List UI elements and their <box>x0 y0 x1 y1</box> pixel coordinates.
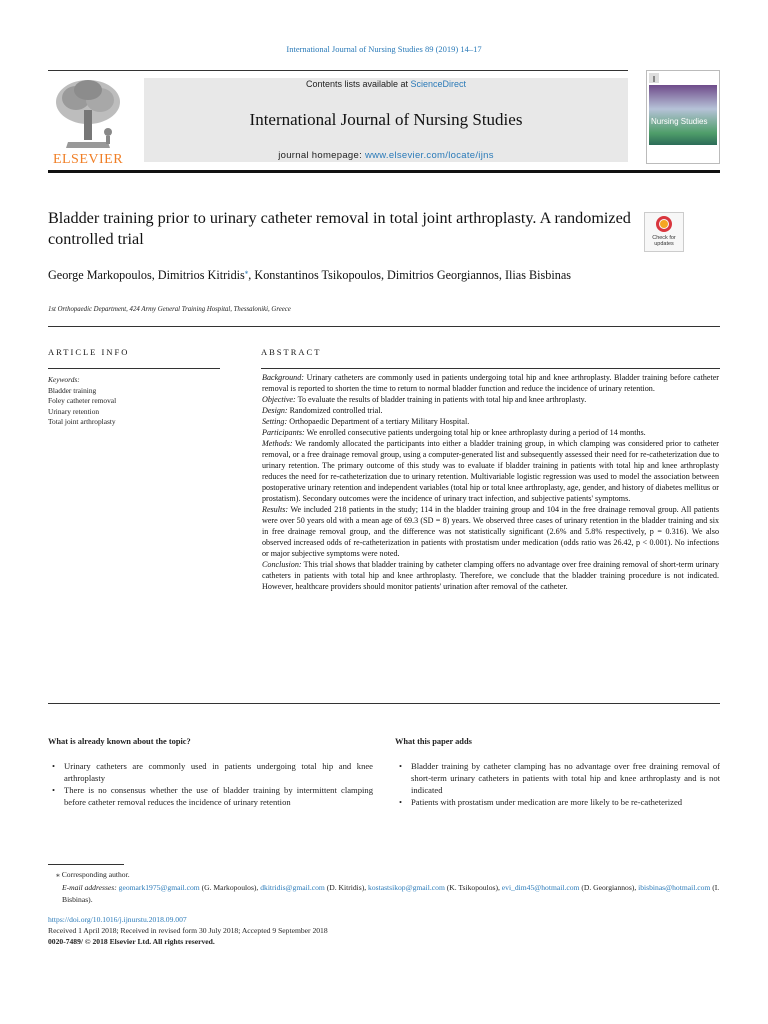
abstract-results <box>262 504 719 559</box>
email-link[interactable]: kostastsikop@gmail.com <box>368 882 445 892</box>
journal-header <box>48 70 720 172</box>
crossmark-line1: Check for <box>652 235 676 241</box>
section-divider <box>48 326 720 327</box>
copyright: 0020-7489/ © 2018 Elsevier Ltd. All rights reserved. <box>48 937 215 946</box>
journal-reference[interactable]: International Journal of Nursing Studies 89 (2019) 14–17 <box>286 44 482 54</box>
adds-heading: What this paper adds <box>395 737 472 746</box>
abstract-text: We included 218 patients in the study; 114 in the bladder training group and 104 in the free drainage removal group. All patients were over 50 years old with a mean age of 69.3 (SD = 8) years. We observed three cases of urinary retention in the bladder training and six in free drainage removal group, and the difference was not statistically significant (2.6% and 5.8% respectively, p = 0.316). We also observed increased odds of re-catheterization in patients with prostatism under medication (odds ratio was 26.42, p < 0.001). No infections or major subjective symptoms were noted. <box>262 505 719 558</box>
sciencedirect-link[interactable]: ScienceDirect <box>410 79 467 89</box>
footnotes <box>48 869 720 907</box>
email-link[interactable]: ibisbinas@hotmail.com <box>638 882 711 892</box>
crossmark-dot-icon <box>660 220 668 228</box>
crossmark-line2: updates <box>654 241 674 247</box>
keyword-item: Bladder training <box>48 385 97 395</box>
elsevier-logo[interactable] <box>48 76 128 168</box>
abstract-body <box>262 372 719 592</box>
cover-image <box>649 85 717 145</box>
email-link[interactable]: evi_dim45@hotmail.com <box>501 882 580 892</box>
abstract-label: Conclusion: <box>262 560 302 569</box>
adds-box <box>395 736 720 808</box>
abstract-text: Orthopaedic Department of a tertiary Military Hospital. <box>289 417 470 426</box>
abstract-label: Design: <box>262 406 288 415</box>
homepage-line <box>144 150 628 161</box>
keyword-item: Urinary retention <box>48 406 100 416</box>
contents-prefix: Contents lists available at <box>305 79 411 89</box>
crossmark-label <box>645 235 683 247</box>
list-item: • Urinary catheters are commonly used in patients undergoing total hip and knee arthroplasty <box>48 760 373 784</box>
abstract-setting <box>262 416 719 427</box>
list-item: • Bladder training by catheter clamping has no advantage over free draining removal of short-term urinary catheters in patients with total hip and knee arthroplasty and is not indicated <box>395 760 720 796</box>
abstract-background <box>262 372 719 394</box>
keywords-label: Keywords: <box>48 375 80 384</box>
article-meta <box>48 914 720 947</box>
keyword-item: Total joint arthroplasty <box>48 417 116 426</box>
homepage-prefix: journal homepage: <box>278 150 365 161</box>
abstract-text: We randomly allocated the participants into either a bladder training group, in which clamping was considered prior to catheter removal, or a free drainage removal group, using a computer-generated list and subsequently assessed their need for re-catheterization due to urinary retention. The primary outcome of this study was to evaluate if bladder training in patients with total hip and knee arthroplasty reduces the need for re-catheterization due to urinary retention. Multivariable logistic regression was used to model the association between postoperative urinary retention and independent variables (total hip or total knee arthroplasty, age, gender, and history of diabetes mellitus or prostatism). Secondary outcomes were the incidence of urinary tract infection, and subjective patients' symptoms. <box>262 439 719 503</box>
abstract-rule <box>261 368 720 369</box>
abstract-text: We enrolled consecutive patients undergoing total hip or knee arthroplasty during a period of 14 months. <box>306 428 646 437</box>
homepage-link[interactable]: www.elsevier.com/locate/ijns <box>364 150 494 161</box>
article-title: Bladder training prior to urinary catheter removal in total joint arthroplasty. A randomized controlled trial <box>48 209 631 248</box>
email-owner: (I. Bisbinas). <box>62 882 720 904</box>
check-for-updates-button[interactable] <box>644 212 684 252</box>
elsevier-wordmark: ELSEVIER <box>52 152 124 167</box>
abstract-conclusion <box>262 559 719 592</box>
email-link[interactable]: geomark1975@gmail.com <box>118 882 200 892</box>
abstract-design <box>262 405 719 416</box>
known-box <box>48 736 373 808</box>
abstract-label: Methods: <box>262 439 293 448</box>
email-addresses <box>48 882 720 907</box>
email-link[interactable]: dkitridis@gmail.com <box>260 882 325 892</box>
contents-line <box>144 78 628 89</box>
footnote-rule <box>48 864 124 865</box>
email-owner: (K. Tsikopoulos), <box>444 882 502 892</box>
abstract-label: Objective: <box>262 395 296 404</box>
email-owner: (D. Georgiannos), <box>579 882 639 892</box>
journal-banner <box>144 78 628 162</box>
section-divider <box>48 703 720 704</box>
authors-part2: , Konstantinos Tsikopoulos, Dimitrios Georgiannos, Ilias Bisbinas <box>248 268 571 283</box>
affiliation: 1st Orthopaedic Department, 424 Army General Training Hospital, Thessaloniki, Greece <box>48 306 291 313</box>
email-owner: (D. Kitridis), <box>324 882 369 892</box>
header-top-rule <box>48 70 628 71</box>
abstract-text: To evaluate the results of bladder training in patients with total hip and knee arthroplasty. <box>297 395 587 404</box>
list-item: • Patients with prostatism under medication are more likely to be re-catheterized <box>395 796 720 808</box>
abstract-text: Randomized controlled trial. <box>289 406 383 415</box>
author-list <box>48 264 648 285</box>
authors-part1: George Markopoulos, Dimitrios Kitridis <box>48 268 245 283</box>
abstract-label: Participants: <box>262 428 305 437</box>
email-label: E-mail addresses: <box>62 882 117 892</box>
abstract-objective <box>262 394 719 405</box>
keywords-block <box>48 375 220 428</box>
keyword-item: Foley catheter removal <box>48 396 117 405</box>
header-bottom-rule <box>48 170 720 173</box>
abstract-text: This trial shows that bladder training by catheter clamping offers no advantage over free draining removal of short-term urinary catheters in patients with total hip and knee arthroplasty. Therefore, we conclude that the bladder training procedure is not indicated. However, healthcare providers should monitor patients' urination after removal of the catheter. <box>262 560 719 591</box>
journal-title: International Journal of Nursing Studies <box>249 110 523 129</box>
elsevier-mini-icon <box>649 73 659 83</box>
article-info-rule <box>48 368 220 369</box>
cover-label: Nursing Studies <box>651 117 708 126</box>
received-dates: Received 1 April 2018; Received in revised form 30 July 2018; Accepted 9 September 2018 <box>48 926 328 935</box>
journal-cover-thumbnail[interactable] <box>646 70 720 164</box>
tree-icon <box>48 76 128 150</box>
doi-link[interactable]: https://doi.org/10.1016/j.ijnurstu.2018.09.007 <box>48 915 187 924</box>
list-item: • There is no consensus whether the use of bladder training by intermittent clamping before catheter removal reduces the incidence of urinary retention <box>48 784 373 808</box>
abstract-text: Urinary catheters are commonly used in patients undergoing total hip and knee arthroplasty. Bladder training before catheter removal is reported to shorten the time to return to normal bladder function and reduce the incidence of urinary retention. <box>262 373 719 393</box>
abstract-methods <box>262 438 719 504</box>
known-heading: What is already known about the topic? <box>48 737 191 746</box>
article-info-heading: ARTICLE INFO <box>48 347 130 357</box>
email-owner: (G. Markopoulos), <box>199 882 261 892</box>
abstract-participants <box>262 427 719 438</box>
abstract-label: Background: <box>262 373 304 382</box>
corresponding-note: ⁎ Corresponding author. <box>56 870 130 879</box>
corresponding-author-mark[interactable]: ⁎ <box>244 268 249 276</box>
abstract-label: Results: <box>262 505 289 514</box>
abstract-heading: ABSTRACT <box>261 347 322 357</box>
abstract-label: Setting: <box>262 417 288 426</box>
